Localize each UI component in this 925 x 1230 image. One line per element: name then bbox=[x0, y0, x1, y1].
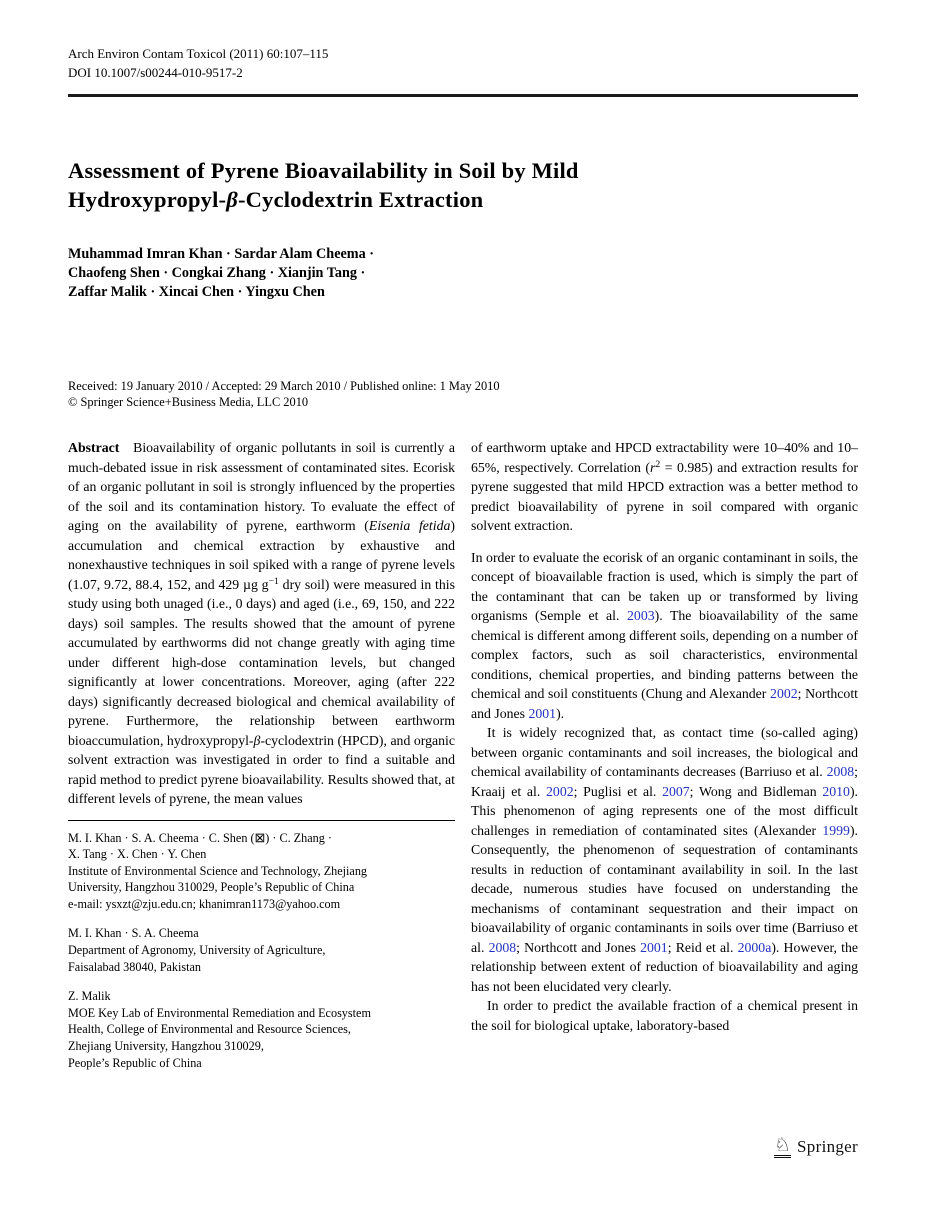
journal-header bbox=[68, 45, 328, 82]
citation-link[interactable]: 2008 bbox=[488, 939, 517, 955]
header-rule bbox=[68, 94, 858, 97]
citation-link[interactable]: 2001 bbox=[640, 939, 668, 955]
received-accepted-line: Received: 19 January 2010 / Accepted: 29 March 2010 / Published online: 1 May 2010 bbox=[68, 379, 500, 393]
affiliation-block-3: Z. Malik MOE Key Lab of Environmental Remediation and Ecosystem Health, College of Environmental and Resource Sciences, Zhejiang University, Hangzhou 310029, People’s Republic of China bbox=[68, 989, 371, 1070]
copyright-line: © Springer Science+Business Media, LLC 2010 bbox=[68, 395, 309, 409]
authors-list bbox=[68, 245, 374, 302]
springer-logo-text: Springer bbox=[797, 1137, 858, 1156]
publication-meta bbox=[68, 378, 500, 410]
authors-line-2: Chaofeng Shen · Congkai Zhang · Xianjin Tang · bbox=[68, 265, 366, 281]
footnote-separator bbox=[68, 820, 455, 821]
abstract-continuation-paragraph: of earthworm uptake and HPCD extractability were 10–40% and 10–65%, respectively. Correlation $(r^2 = 0.985)$ and extraction results for pyrene suggested that mild HPCD extraction was a better method to predict bioavailability of pyrene in soil compared with organic solvent extraction. bbox=[471, 440, 858, 533]
springer-logo bbox=[774, 1136, 858, 1158]
citation-link[interactable]: 2000a bbox=[737, 939, 772, 955]
paper-title: Assessment of Pyrene Bioavailability in Soil by Mild Hydroxypropyl-β-Cyclodextrin Extraction bbox=[68, 158, 579, 212]
journal-citation-line: Arch Environ Contam Toxicol (2011) 60:107–115 bbox=[68, 46, 329, 61]
authors-line-1: Muhammad Imran Khan · Sardar Alam Cheema · bbox=[68, 246, 374, 262]
citation-link[interactable]: 2001 bbox=[528, 705, 557, 721]
intro-paragraph-3: In order to predict the available fraction of a chemical present in the soil for biological uptake, laboratory-based bbox=[471, 998, 858, 1033]
citation-link[interactable]: 2003 bbox=[627, 608, 655, 623]
left-column bbox=[68, 438, 455, 1084]
abstract-paragraph: Abstract Bioavailability of organic pollutants in soil is currently a much-debated issue in risk assessment of contaminated sites. Ecorisk of an organic pollutant in soil is strongly influenced by the properties of the soil and its contamination history. To evaluate the effect of aging on the availability of pyrene, earthworm (Eisenia fetida) accumulation and chemical extraction by exhaustive and nonexhaustive techniques in soil spiked with a range of pyrene levels (1.07, 9.72, 88.4, 152, and 429 µg $g^{-1}$ dry soil) were measured in this study using both unaged (i.e., 0 days) and aged (i.e., 69, 150, and 222 days) soil samples. The results showed that the amount of pyrene accumulated by earthworms did not change greatly with aging time under different high-dose contamination levels, but changed significantly at lower concentrations. Moreover, aging (after 222 days) significantly decreased biological and chemical availability of pyrene. Furthermore, the relationship between earthworm bioaccumulation, hydroxypropyl-β-cyclodextrin (HPCD), and organic solvent extraction was investigated in order to find a suitable and rapid method to predict pyrene bioavailability. Results showed that, at different levels of pyrene, the mean values bbox=[68, 440, 455, 806]
doi-line: DOI 10.1007/s00244-010-9517-2 bbox=[68, 64, 243, 80]
citation-link[interactable]: 1999 bbox=[822, 822, 850, 838]
citation-link[interactable]: 2010 bbox=[822, 783, 850, 799]
citation-link[interactable]: 2002 bbox=[546, 783, 574, 799]
springer-knight-icon: ♘ bbox=[774, 1134, 792, 1156]
intro-paragraph-2: It is widely recognized that, as contact time (so-called aging) between organic contaminants and soil increases, the biological and chemical availability of contaminants decreases (Barriuso et al. 2008; Kraaij et al. 2002; Puglisi et al. 2007; Wong and Bidleman 2010). This phenomenon of aging represents one of the most difficult challenges in remediation of contaminated sites (Alexander 1999). Consequently, the phenomenon of sequestration of contaminants results in reduction of contaminant availability in soil. In the last decade, numerous studies have focused on understanding the mechanisms of contaminant sequestration and their impact on bioavailability of organic contaminants in soils over time (Barriuso et al. 2008; Northcott and Jones 2001; Reid et al. 2000a). However, the relationship between extent of reduction of bioavailability and aging has not been elucidated very clearly. bbox=[471, 725, 859, 994]
two-column-body bbox=[68, 438, 858, 1084]
affiliation-block-2: M. I. Khan · S. A. Cheema Department of Agronomy, University of Agriculture, Faisalabad 38040, Pakistan bbox=[68, 926, 326, 974]
affiliation-block-1: M. I. Khan · S. A. Cheema · C. Shen (⊠) · C. Zhang · X. Tang · X. Chen · Y. Chen Institute of Environmental Science and Technology, Zhejiang University, Hangzhou 310029, People’s Republic of China e-mail: ysxzt@zju.edu.cn; khanimran1173@yahoo.com bbox=[68, 830, 368, 911]
authors-line-3: Zaffar Malik · Xincai Chen · Yingxu Chen bbox=[68, 284, 325, 300]
citation-link[interactable]: 2002 bbox=[770, 686, 798, 701]
citation-link[interactable]: 2008 bbox=[826, 764, 855, 779]
right-column bbox=[471, 438, 858, 1084]
citation-link[interactable]: 2007 bbox=[662, 783, 690, 799]
envelope-icon: ⊠ bbox=[254, 830, 266, 845]
intro-paragraph-1: In order to evaluate the ecorisk of an organic contaminant in soils, the concept of bioavailable fraction is used, which is simply the part of the contaminant that can be taken up or transformed by living organisms (Semple et al. 2003). The bioavailability of the same chemical is different among different soils, depending on a number of complex factors, such as soil characteristics, environmental conditions, chemical properties, and binding patterns between the chemical and soil constituents (Chung and Alexander 2002; Northcott and Jones 2001). bbox=[471, 549, 858, 721]
